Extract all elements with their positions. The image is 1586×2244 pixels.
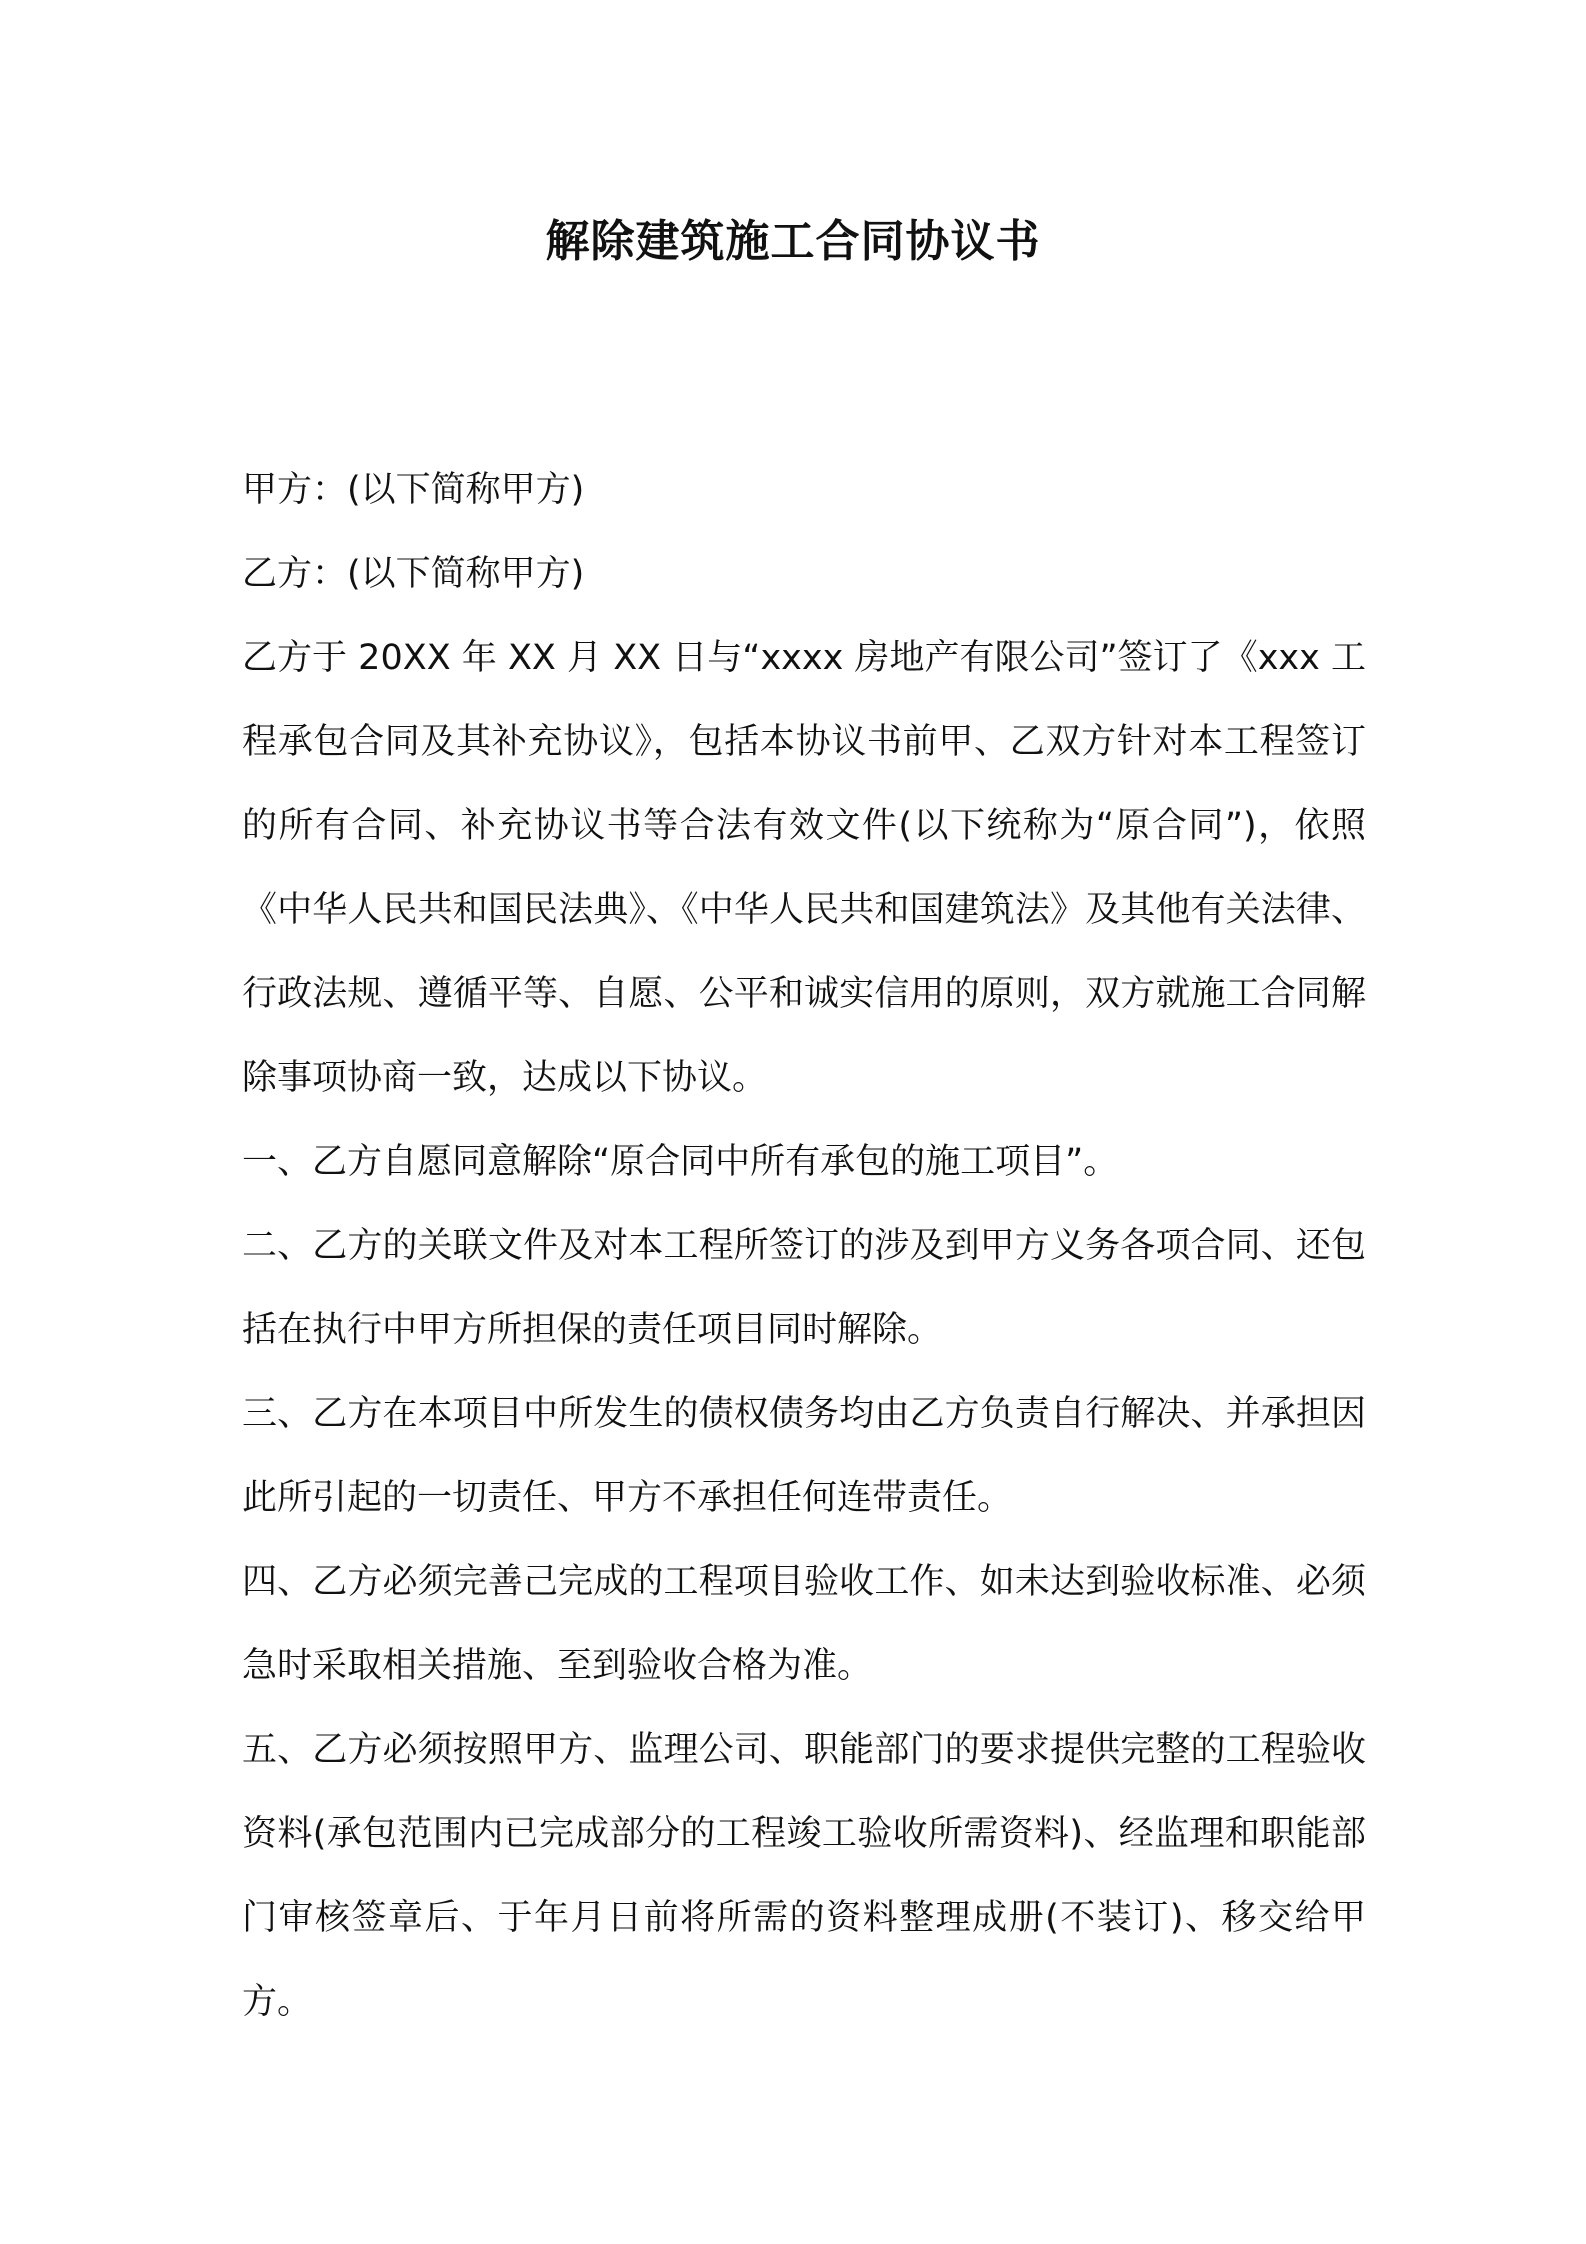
clause-5: 五、乙方必须按照甲方、监理公司、职能部门的要求提供完整的工程验收资料(承包范围内已完成部分的工程竣工验收所需资料)、经监理和职能部门审核签章后、于年月日前将所需的资料整理成册(不装订)、移交给甲方。 [242,1730,1366,2022]
party-b-line: 乙方：(以下简称甲方) [242,554,585,594]
party-a-line: 甲方：(以下简称甲方) [242,470,585,510]
preamble-paragraph: 乙方于 20XX 年 XX 月 XX 日与“xxxx 房地产有限公司”签订了《xxx 工程承包合同及其补充协议》，包括本协议书前甲、乙双方针对本工程签订的所有合同、补充协议书等合法有效文件(以下统称为“原合同”)，依照《中华人民共和国民法典》、《中华人民共和国建筑法》及其他有关法律、行政法规、遵循平等、自愿、公平和诚实信用的原则，双方就施工合同解除事项协商一致，达成以下协议。 [242,638,1366,1098]
clause-1: 一、乙方自愿同意解除“原合同中所有承包的施工项目”。 [242,1142,1119,1182]
clause-3: 三、乙方在本项目中所发生的债权债务均由乙方负责自行解决、并承担因此所引起的一切责任、甲方不承担任何连带责任。 [242,1394,1366,1518]
document-body [242,448,1366,2044]
clause-2: 二、乙方的关联文件及对本工程所签订的涉及到甲方义务各项合同、还包括在执行中甲方所担保的责任项目同时解除。 [242,1226,1366,1350]
document-title: 解除建筑施工合同协议书 [545,216,1041,267]
clause-4: 四、乙方必须完善己完成的工程项目验收工作、如未达到验收标准、必须急时采取相关措施、至到验收合格为准。 [242,1562,1366,1686]
